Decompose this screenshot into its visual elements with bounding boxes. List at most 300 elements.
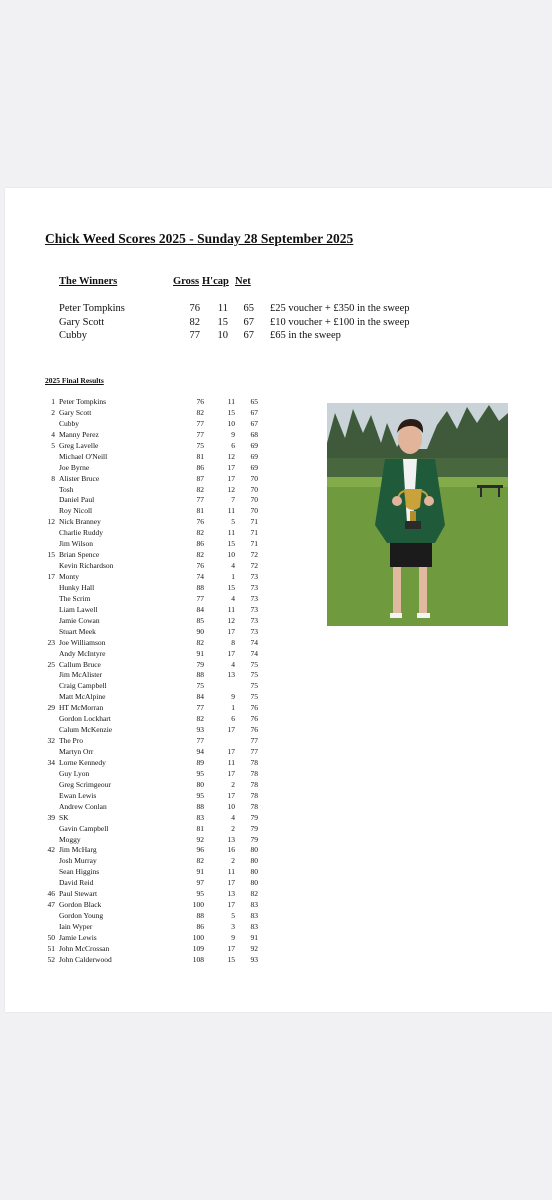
results-player-name: Kevin Richardson	[59, 561, 114, 571]
results-player-name: Greg Lavelle	[59, 440, 99, 450]
results-net: 67	[250, 418, 258, 428]
results-net: 70	[250, 495, 258, 505]
results-gross: 76	[196, 517, 204, 527]
results-net: 83	[250, 922, 258, 931]
results-gross: 95	[196, 790, 204, 800]
results-player-name: Josh Murray	[59, 856, 97, 866]
results-net: 78	[250, 790, 258, 800]
winner-gross: 77	[189, 330, 200, 341]
results-gross: 96	[196, 845, 204, 855]
results-hcap: 2	[231, 779, 235, 789]
results-row	[5, 561, 305, 572]
results-player-name: Jamie Cowan	[59, 615, 100, 625]
results-net: 69	[250, 462, 258, 472]
results-row	[5, 627, 305, 638]
results-net: 67	[250, 407, 258, 417]
results-player-name: Manny Perez	[59, 429, 99, 439]
results-net: 69	[250, 440, 258, 450]
results-hcap: 10	[227, 418, 235, 428]
results-gross: 77	[196, 703, 204, 713]
results-row	[5, 747, 305, 758]
results-player-name: Charlie Ruddy	[59, 528, 103, 538]
results-player-name: Michael O'Neill	[59, 451, 108, 461]
results-gross: 82	[196, 637, 204, 647]
results-row	[5, 824, 305, 835]
results-gross: 86	[196, 462, 204, 472]
results-table	[5, 397, 305, 966]
results-net: 70	[250, 484, 258, 494]
results-row	[5, 528, 305, 539]
results-row	[5, 649, 305, 660]
results-row	[5, 474, 305, 485]
results-hcap: 9	[231, 692, 235, 702]
results-row	[5, 408, 305, 419]
results-position: 52	[47, 954, 55, 964]
results-hcap: 11	[227, 604, 235, 614]
results-row	[5, 769, 305, 780]
results-gross: 92	[196, 834, 204, 844]
results-player-name: John Calderwood	[59, 954, 112, 964]
results-player-name: Greg Scrimgeour	[59, 779, 111, 789]
results-position: 29	[47, 703, 55, 713]
winners-col-hcap: H'cap	[202, 276, 229, 287]
results-row	[5, 660, 305, 671]
results-player-name: The Pro	[59, 736, 83, 746]
results-position: 50	[47, 932, 55, 942]
results-row	[5, 441, 305, 452]
winner-with-trophy-photo	[327, 403, 508, 626]
results-hcap: 16	[227, 845, 235, 855]
results-gross: 85	[196, 615, 204, 625]
results-gross: 84	[196, 692, 204, 702]
results-position: 46	[47, 889, 55, 899]
winners-col-gross: Gross	[173, 276, 200, 287]
results-net: 92	[250, 943, 258, 953]
results-row	[5, 725, 305, 736]
results-net: 68	[250, 429, 258, 439]
results-position: 12	[47, 517, 55, 527]
winner-hcap: 15	[217, 317, 228, 328]
results-position: 34	[47, 757, 55, 767]
results-row	[5, 813, 305, 824]
results-row	[5, 703, 305, 714]
results-net: 78	[250, 757, 258, 767]
results-row	[5, 670, 305, 681]
winner-prize: £65 in the sweep	[270, 330, 341, 341]
results-hcap: 17	[227, 725, 235, 735]
winner-row	[5, 317, 552, 331]
results-net: 73	[250, 582, 258, 592]
results-gross: 86	[196, 922, 204, 931]
results-gross: 74	[196, 572, 204, 581]
results-gross: 75	[196, 681, 204, 691]
results-hcap: 17	[227, 790, 235, 800]
results-net: 82	[250, 889, 258, 899]
results-row	[5, 802, 305, 813]
results-row	[5, 495, 305, 506]
results-row	[5, 605, 305, 616]
results-row	[5, 594, 305, 605]
results-player-name: Jim McAlister	[59, 670, 103, 680]
results-hcap: 10	[227, 801, 235, 811]
results-net: 76	[250, 703, 258, 713]
winner-row	[5, 330, 552, 344]
results-gross: 91	[196, 648, 204, 658]
results-hcap: 2	[231, 823, 235, 833]
results-hcap: 17	[227, 462, 235, 472]
results-net: 77	[250, 747, 258, 756]
results-row	[5, 452, 305, 463]
results-position: 23	[47, 637, 55, 647]
results-net: 73	[250, 626, 258, 636]
results-hcap: 4	[231, 593, 235, 603]
results-net: 77	[250, 736, 258, 746]
results-net: 79	[250, 834, 258, 844]
results-player-name: Nick Branney	[59, 517, 101, 527]
results-gross: 95	[196, 889, 204, 899]
results-hcap: 3	[231, 922, 235, 931]
results-row	[5, 583, 305, 594]
results-hcap: 7	[231, 495, 235, 505]
results-position: 47	[47, 900, 55, 910]
results-hcap: 15	[227, 954, 235, 964]
results-row	[5, 944, 305, 955]
results-gross: 81	[196, 823, 204, 833]
winner-gross: 76	[189, 303, 200, 314]
results-row	[5, 933, 305, 944]
results-hcap: 5	[231, 517, 235, 527]
results-hcap: 11	[227, 397, 235, 406]
results-hcap: 4	[231, 659, 235, 669]
results-player-name: Gordon Lockhart	[59, 714, 111, 724]
results-player-name: Joe Byrne	[59, 462, 90, 472]
results-gross: 100	[192, 900, 204, 910]
results-player-name: Gary Scott	[59, 407, 92, 417]
results-net: 83	[250, 900, 258, 910]
results-player-name: Moggy	[59, 834, 81, 844]
results-net: 79	[250, 823, 258, 833]
results-row	[5, 835, 305, 846]
results-position: 15	[47, 550, 55, 560]
results-hcap: 12	[227, 615, 235, 625]
results-gross: 88	[196, 582, 204, 592]
winners-col-net: Net	[235, 276, 251, 287]
results-row	[5, 878, 305, 889]
results-player-name: Callum Bruce	[59, 659, 101, 669]
winner-row	[5, 303, 552, 317]
winner-prize: £25 voucher + £350 in the sweep	[270, 303, 410, 314]
results-net: 76	[250, 714, 258, 724]
results-hcap: 2	[231, 856, 235, 866]
results-row	[5, 638, 305, 649]
results-position: 42	[47, 845, 55, 855]
results-player-name: Sean Higgins	[59, 867, 100, 877]
results-gross: 81	[196, 451, 204, 461]
results-net: 80	[250, 867, 258, 877]
results-hcap: 11	[227, 867, 235, 877]
results-gross: 81	[196, 506, 204, 516]
results-row	[5, 955, 305, 966]
results-gross: 77	[196, 593, 204, 603]
results-hcap: 17	[227, 878, 235, 888]
score-sheet	[5, 188, 552, 1012]
results-gross: 77	[196, 418, 204, 428]
results-gross: 91	[196, 867, 204, 877]
results-gross: 100	[192, 932, 204, 942]
results-hcap: 11	[227, 506, 235, 516]
results-hcap: 17	[227, 768, 235, 778]
results-player-name: Jamie Lewis	[59, 932, 97, 942]
results-gross: 80	[196, 779, 204, 789]
results-net: 91	[250, 932, 258, 942]
results-row	[5, 397, 305, 408]
results-row	[5, 922, 305, 933]
results-gross: 86	[196, 539, 204, 549]
results-gross: 82	[196, 484, 204, 494]
results-player-name: Paul Stewart	[59, 889, 98, 899]
results-hcap: 17	[227, 473, 235, 483]
results-gross: 97	[196, 878, 204, 888]
results-position: 25	[47, 659, 55, 669]
results-row	[5, 911, 305, 922]
results-player-name: SK	[59, 812, 69, 822]
results-row	[5, 485, 305, 496]
results-net: 78	[250, 801, 258, 811]
results-player-name: Hunky Hall	[59, 582, 95, 592]
results-position: 39	[47, 812, 55, 822]
results-player-name: Andy McIntyre	[59, 648, 106, 658]
winner-net: 65	[243, 303, 254, 314]
results-player-name: The Scrim	[59, 593, 91, 603]
results-net: 73	[250, 604, 258, 614]
results-hcap: 17	[227, 747, 235, 756]
results-hcap: 17	[227, 648, 235, 658]
results-position: 4	[51, 429, 55, 439]
results-net: 80	[250, 845, 258, 855]
results-hcap: 9	[231, 932, 235, 942]
results-row	[5, 616, 305, 627]
results-net: 72	[250, 550, 258, 560]
results-player-name: Liam Lawell	[59, 604, 98, 614]
results-hcap: 1	[231, 703, 235, 713]
winner-gross: 82	[189, 317, 200, 328]
results-row	[5, 889, 305, 900]
results-position: 1	[51, 397, 55, 406]
results-hcap: 11	[227, 757, 235, 767]
results-hcap: 10	[227, 550, 235, 560]
results-hcap: 8	[231, 637, 235, 647]
results-player-name: Iain Wyper	[59, 922, 93, 931]
results-player-name: Gordon Black	[59, 900, 102, 910]
results-player-name: Guy Lyon	[59, 768, 90, 778]
results-hcap: 6	[231, 440, 235, 450]
results-player-name: Andrew Conlan	[59, 801, 107, 811]
results-net: 79	[250, 812, 258, 822]
results-row	[5, 692, 305, 703]
results-net: 83	[250, 911, 258, 921]
results-net: 75	[250, 692, 258, 702]
results-gross: 90	[196, 626, 204, 636]
results-net: 73	[250, 593, 258, 603]
winner-prize: £10 voucher + £100 in the sweep	[270, 317, 410, 328]
results-net: 93	[250, 954, 258, 964]
results-gross: 77	[196, 736, 204, 746]
results-hcap: 5	[231, 911, 235, 921]
results-gross: 89	[196, 757, 204, 767]
results-row	[5, 539, 305, 550]
results-gross: 88	[196, 670, 204, 680]
results-net: 74	[250, 648, 258, 658]
winner-net: 67	[243, 330, 254, 341]
results-player-name: Jim Wilson	[59, 539, 93, 549]
results-gross: 87	[196, 473, 204, 483]
results-player-name: Alister Bruce	[59, 473, 100, 483]
results-player-name: Peter Tompkins	[59, 397, 107, 406]
results-position: 51	[47, 943, 55, 953]
results-gross: 82	[196, 856, 204, 866]
results-net: 71	[250, 528, 258, 538]
results-player-name: Roy Nicoll	[59, 506, 93, 516]
winner-hcap: 10	[217, 330, 228, 341]
results-gross: 76	[196, 397, 204, 406]
results-gross: 83	[196, 812, 204, 822]
results-row	[5, 900, 305, 911]
results-player-name: Cubby	[59, 418, 80, 428]
winners-heading: The Winners	[59, 276, 118, 287]
results-row	[5, 791, 305, 802]
results-net: 80	[250, 878, 258, 888]
results-hcap: 15	[227, 407, 235, 417]
results-gross: 88	[196, 911, 204, 921]
results-hcap: 17	[227, 943, 235, 953]
results-net: 76	[250, 725, 258, 735]
results-position: 2	[51, 407, 55, 417]
winner-name: Gary Scott	[59, 317, 105, 328]
results-hcap: 12	[227, 484, 235, 494]
results-gross: 75	[196, 440, 204, 450]
results-hcap: 13	[227, 670, 235, 680]
results-net: 73	[250, 572, 258, 581]
results-player-name: Daniel Paul	[59, 495, 95, 505]
results-player-name: HT McMorran	[59, 703, 104, 713]
results-gross: 94	[196, 747, 204, 756]
results-row	[5, 419, 305, 430]
results-net: 70	[250, 473, 258, 483]
results-hcap: 11	[227, 528, 235, 538]
results-hcap: 6	[231, 714, 235, 724]
results-gross: 82	[196, 407, 204, 417]
results-gross: 76	[196, 561, 204, 571]
results-row	[5, 867, 305, 878]
results-hcap: 13	[227, 834, 235, 844]
results-net: 71	[250, 517, 258, 527]
results-player-name: Joe Williamson	[59, 637, 106, 647]
results-hcap: 12	[227, 451, 235, 461]
results-row	[5, 758, 305, 769]
results-net: 71	[250, 539, 258, 549]
winner-hcap: 11	[217, 303, 228, 314]
results-net: 80	[250, 856, 258, 866]
results-gross: 77	[196, 429, 204, 439]
results-gross: 79	[196, 659, 204, 669]
results-net: 74	[250, 637, 258, 647]
results-player-name: Gordon Young	[59, 911, 104, 921]
results-player-name: Lorne Kennedy	[59, 757, 106, 767]
results-net: 65	[250, 397, 258, 406]
results-player-name: Brian Spence	[59, 550, 100, 560]
results-row	[5, 714, 305, 725]
results-hcap: 15	[227, 539, 235, 549]
results-hcap: 4	[231, 561, 235, 571]
results-row	[5, 506, 305, 517]
results-hcap: 17	[227, 900, 235, 910]
results-player-name: Tosh	[59, 484, 74, 494]
results-row	[5, 517, 305, 528]
results-net: 75	[250, 681, 258, 691]
results-player-name: Stuart Meek	[59, 626, 96, 636]
results-row	[5, 430, 305, 441]
results-gross: 93	[196, 725, 204, 735]
results-gross: 108	[192, 954, 204, 964]
results-net: 73	[250, 615, 258, 625]
results-gross: 77	[196, 495, 204, 505]
results-position: 17	[47, 572, 55, 581]
winner-name: Cubby	[59, 330, 88, 341]
winner-name: Peter Tompkins	[59, 303, 125, 314]
results-hcap: 17	[227, 626, 235, 636]
results-net: 70	[250, 506, 258, 516]
results-player-name: Martyn Orr	[59, 747, 94, 756]
results-net: 72	[250, 561, 258, 571]
results-heading: 2025 Final Results	[45, 376, 104, 385]
results-row	[5, 856, 305, 867]
results-gross: 88	[196, 801, 204, 811]
results-position: 32	[47, 736, 55, 746]
results-row	[5, 681, 305, 692]
results-net: 69	[250, 451, 258, 461]
results-hcap: 1	[231, 572, 235, 581]
results-gross: 82	[196, 528, 204, 538]
winner-net: 67	[243, 317, 254, 328]
results-player-name: Jim McHarg	[59, 845, 97, 855]
results-position: 8	[51, 473, 55, 483]
results-player-name: Calum McKenzie	[59, 725, 113, 735]
results-player-name: Ewan Lewis	[59, 790, 97, 800]
results-row	[5, 572, 305, 583]
results-gross: 95	[196, 768, 204, 778]
results-gross: 82	[196, 714, 204, 724]
results-row	[5, 550, 305, 561]
results-player-name: Monty	[59, 572, 80, 581]
results-gross: 82	[196, 550, 204, 560]
results-row	[5, 463, 305, 474]
results-gross: 109	[192, 943, 204, 953]
results-player-name: Gavin Campbell	[59, 823, 109, 833]
results-player-name: John McCrossan	[59, 943, 110, 953]
page-title: Chick Weed Scores 2025 - Sunday 28 September 2025	[45, 231, 354, 246]
results-player-name: David Reid	[59, 878, 94, 888]
results-hcap: 13	[227, 889, 235, 899]
results-row	[5, 780, 305, 791]
results-row	[5, 845, 305, 856]
results-hcap: 9	[231, 429, 235, 439]
results-net: 78	[250, 768, 258, 778]
results-net: 75	[250, 659, 258, 669]
results-net: 78	[250, 779, 258, 789]
results-hcap: 4	[231, 812, 235, 822]
results-row	[5, 736, 305, 747]
results-player-name: Craig Campbell	[59, 681, 107, 691]
